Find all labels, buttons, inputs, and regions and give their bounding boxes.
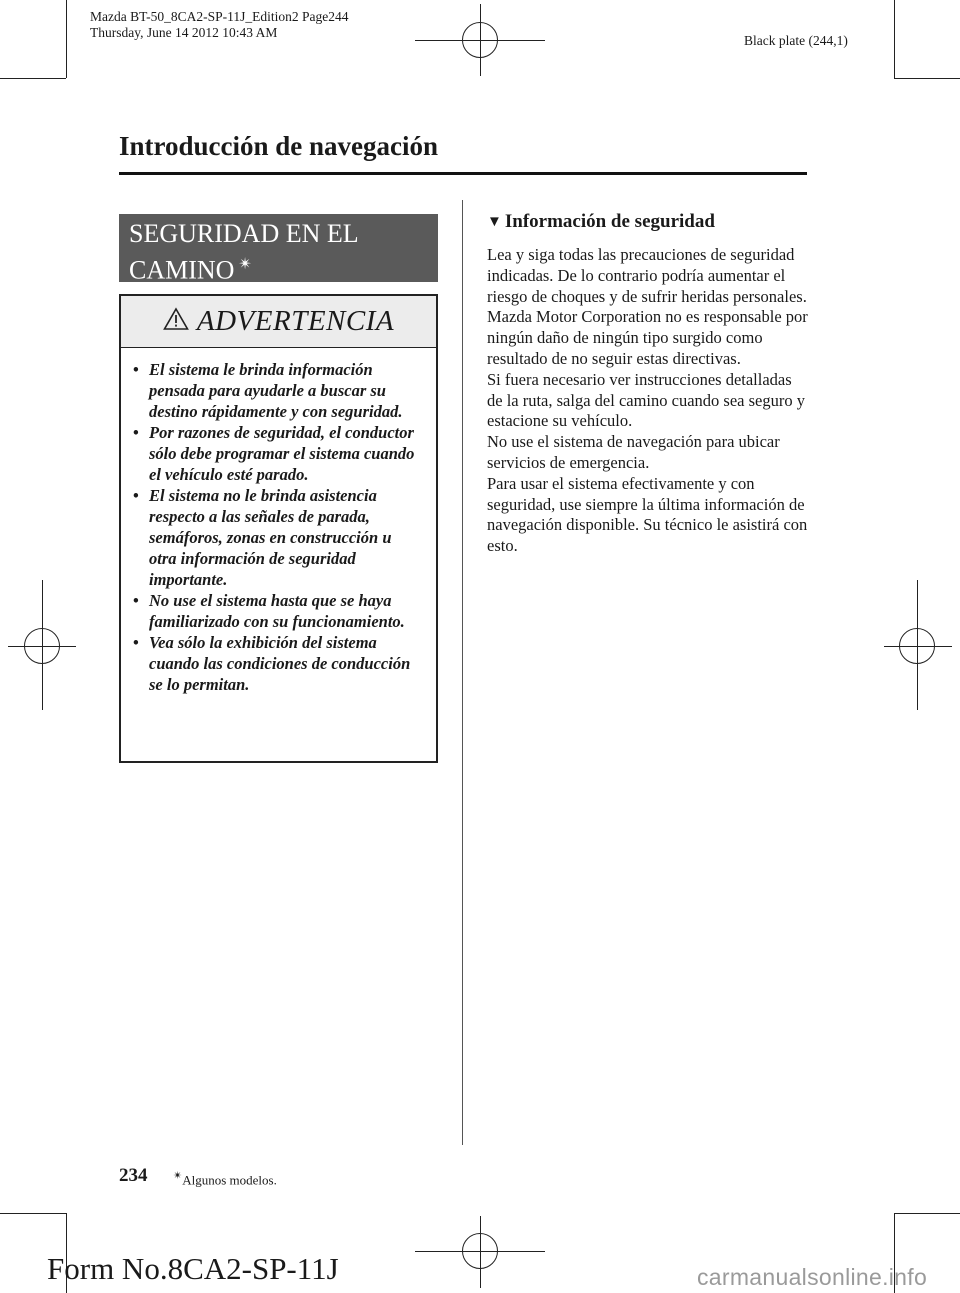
paragraph: Para usar el sistema efectivamente y con seguridad, use siempre la última información de navegación disponible. Su técnico le asistirá con esto. [487,473,808,556]
title-rule [119,172,807,175]
warning-box [119,294,438,763]
body-text [487,245,811,557]
subsection-heading-text: Información de seguridad [504,211,715,232]
warning-item: • Vea sólo la exhibición del sistema cuando las condiciones de conducción se lo permitan. [133,632,419,695]
warning-item: • Por razones de seguridad, el conductor sólo debe programar el sistema cuando el vehículo esté parado. [133,422,419,485]
page-title: Introducción de navegación [119,131,439,161]
warning-title-bar [121,296,436,348]
warning-list [121,348,436,695]
footnote [173,1169,277,1188]
page-number: 234 [119,1165,148,1186]
column-divider [462,200,463,1145]
print-header [90,9,349,41]
down-triangle-icon: ▼ [487,213,502,230]
warning-item: • No use el sistema hasta que se haya familiarizado con su funcionamiento. [133,590,419,632]
section-heading-line2: CAMINO [129,255,235,285]
paragraph: Lea y siga todas las precauciones de seguridad indicadas. De lo contrario podría aumentar el riesgo de choques y de sufrir heridas personales. Mazda Motor Corporation no es responsable por ningún daño de ningún tipo surgido como resultado de no seguir estas directivas. [487,245,808,368]
section-heading-line1: SEGURIDAD EN EL [129,219,359,248]
footnote-text: Algunos modelos. [182,1172,277,1188]
watermark: carmanualsonline.info [697,1264,928,1290]
paragraph: Si fuera necesario ver instrucciones detalladas de la ruta, salga del camino cuando sea seguro y estacione su vehículo. [487,369,805,431]
warning-triangle-icon [163,307,189,336]
warning-title: ADVERTENCIA [196,305,395,337]
star-icon: ✴ [173,1170,183,1182]
print-header-line1: Mazda BT-50_8CA2-SP-11J_Edition2 Page244 [90,9,349,24]
print-header-line2: Thursday, June 14 2012 10:43 AM [90,25,278,40]
subsection-heading [487,211,715,233]
star-icon: ✴ [238,256,252,273]
warning-item: • El sistema no le brinda asistencia respecto a las señales de parada, semáforos, zonas en construcción u otra información de seguridad importante. [133,485,419,590]
form-number: Form No.8CA2-SP-11J [47,1251,339,1286]
paragraph: No use el sistema de navegación para ubicar servicios de emergencia. [487,432,780,472]
plate-label: Black plate (244,1) [744,33,848,48]
warning-item: • El sistema le brinda información pensada para ayudarle a buscar su destino rápidamente y con seguridad. [133,359,419,422]
section-heading [119,214,438,285]
